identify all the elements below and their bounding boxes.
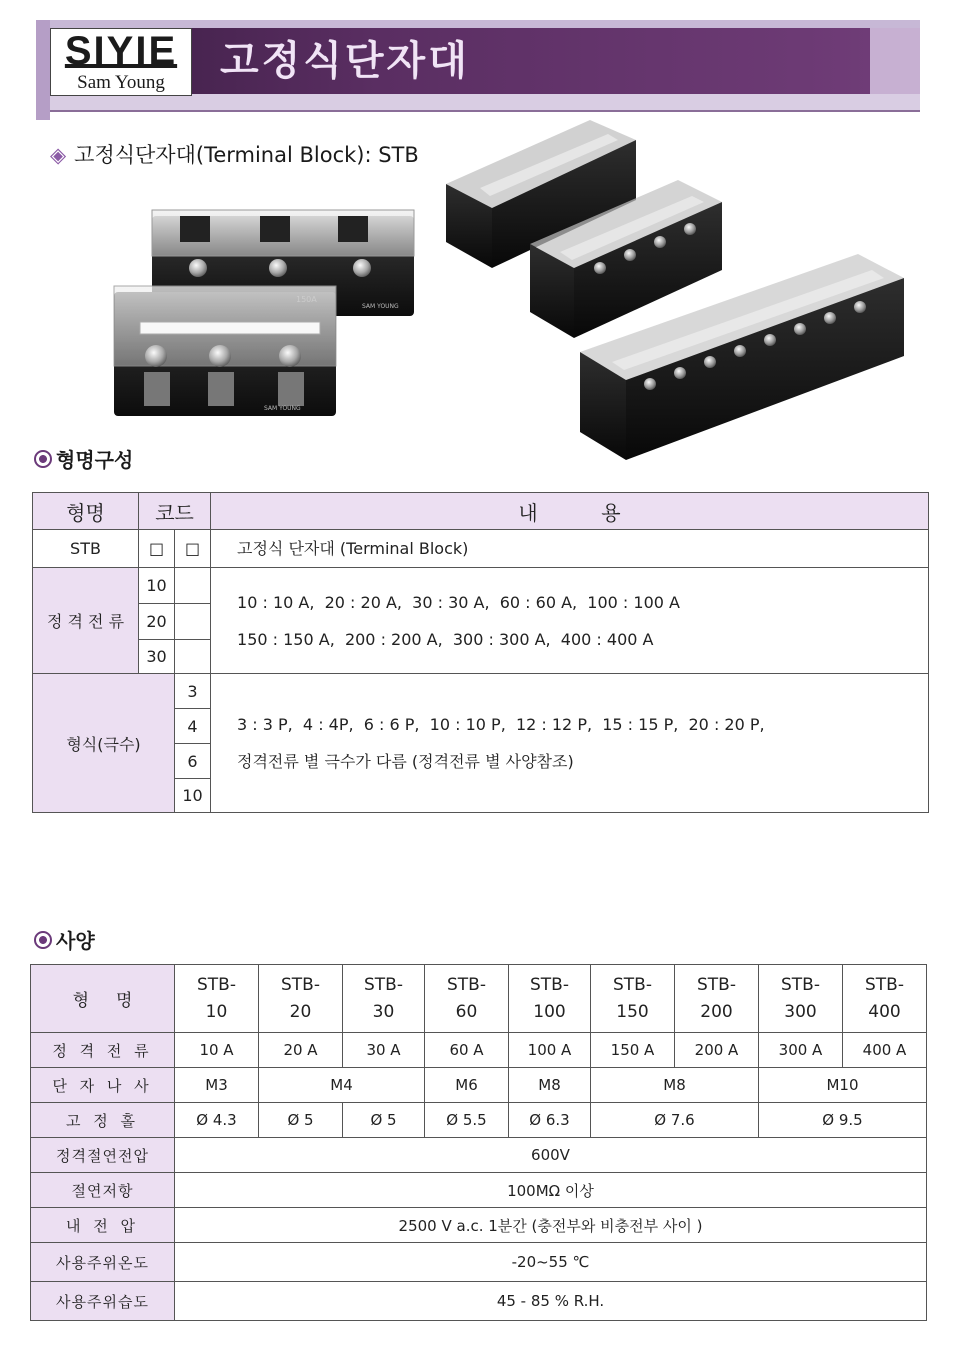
- rated-current-code: 30: [139, 640, 175, 674]
- insulation-resistance-label: 절연저항: [31, 1173, 175, 1208]
- table-row: [31, 1068, 927, 1103]
- rated-current-label: 정 격 전 류: [31, 1033, 175, 1068]
- row-stb-label: STB: [33, 530, 139, 568]
- model-cell: STB- 30: [343, 965, 425, 1033]
- table-row: [33, 674, 929, 709]
- table-row: [31, 1282, 927, 1321]
- rated-current-value: 60 A: [425, 1033, 509, 1068]
- table-row: [33, 493, 929, 530]
- rated-current-value: 100 A: [509, 1033, 591, 1068]
- product-heading: [50, 140, 419, 170]
- rated-current-label: 정 격 전 류: [33, 568, 139, 674]
- company-logo: [50, 28, 192, 96]
- code-box-1: □: [139, 530, 175, 568]
- terminal-screw-label: 단 자 나 사: [31, 1068, 175, 1103]
- terminal-screw-value: M6: [425, 1068, 509, 1103]
- fixing-hole-value: Ø 5: [343, 1103, 425, 1138]
- rated-current-value: 200 A: [675, 1033, 759, 1068]
- banner-top-band: [50, 20, 920, 28]
- ambient-temp-value: -20~55 ℃: [175, 1243, 927, 1282]
- terminal-screw-value: M4: [259, 1068, 425, 1103]
- withstand-voltage-value: 2500 V a.c. 1분간 (충전부와 비충전부 사이 ): [175, 1208, 927, 1243]
- ambient-temp-label: 사용주위온도: [31, 1243, 175, 1282]
- insulation-voltage-value: 600V: [175, 1138, 927, 1173]
- photo-rating-label: 150A: [296, 295, 317, 304]
- model-cell: STB- 200: [675, 965, 759, 1033]
- photo-brand-label-front: SAM YOUNG: [264, 405, 301, 412]
- rated-current-value: 300 A: [759, 1033, 843, 1068]
- type-poles-code: 6: [175, 744, 211, 779]
- diamond-bullet-icon: ◈: [50, 143, 67, 167]
- terminal-screw-value: M10: [759, 1068, 927, 1103]
- page-title: 고정식단자대: [220, 38, 470, 84]
- withstand-voltage-label: 내 전 압: [31, 1208, 175, 1243]
- banner-right-band: [870, 28, 920, 94]
- product-photo-right: [440, 118, 910, 464]
- model-cell: STB- 400: [843, 965, 927, 1033]
- table-row: [31, 1138, 927, 1173]
- logo-name: Sam Young: [77, 72, 165, 93]
- model-cell: STB- 300: [759, 965, 843, 1033]
- section-bullet-icon: [34, 450, 52, 468]
- product-heading-text: 고정식단자대(Terminal Block): STB: [74, 143, 419, 167]
- banner-underline: [50, 110, 920, 112]
- model-cell: STB- 20: [259, 965, 343, 1033]
- rated-current-value: 10 A: [175, 1033, 259, 1068]
- section-title-composition: 형명구성: [34, 446, 133, 474]
- model-cell: STB- 150: [591, 965, 675, 1033]
- spec-table: [30, 964, 927, 1321]
- ambient-humidity-label: 사용주위습도: [31, 1282, 175, 1321]
- table-row: [33, 530, 929, 568]
- product-photo-left: [100, 196, 430, 422]
- terminal-screw-value: M8: [509, 1068, 591, 1103]
- insulation-resistance-value: 100MΩ 이상: [175, 1173, 927, 1208]
- table-row: [33, 568, 929, 604]
- type-poles-desc: 3 : 3 P, 4 : 4P, 6 : 6 P, 10 : 10 P, 12 : 12 P, 15 : 15 P, 20 : 20 P, 정격전류 별 극수가 다름 (정격전류 별 사양참조): [211, 674, 929, 813]
- table-row: [31, 1208, 927, 1243]
- model-cell: STB- 10: [175, 965, 259, 1033]
- code-box-2: □: [175, 530, 211, 568]
- section-title-spec: 사양: [34, 927, 95, 955]
- model-label: 형 명: [31, 965, 175, 1033]
- type-poles-code: 3: [175, 674, 211, 709]
- fixing-hole-value: Ø 4.3: [175, 1103, 259, 1138]
- type-poles-label: 형식(극수): [33, 674, 175, 813]
- table-row: [31, 1243, 927, 1282]
- rated-current-value: 400 A: [843, 1033, 927, 1068]
- terminal-screw-value: M8: [591, 1068, 759, 1103]
- banner-left-strip: [36, 20, 50, 120]
- table-row: [31, 1033, 927, 1068]
- fixing-hole-value: Ø 5.5: [425, 1103, 509, 1138]
- section-bullet-icon: [34, 931, 52, 949]
- rated-current-desc: 10 : 10 A, 20 : 20 A, 30 : 30 A, 60 : 60 A, 100 : 100 A 150 : 150 A, 200 : 200 A, 300 : 300 A, 400 : 400 A: [211, 568, 929, 674]
- rated-current-value: 30 A: [343, 1033, 425, 1068]
- rated-current-code: 10: [139, 568, 175, 604]
- model-cell: STB- 60: [425, 965, 509, 1033]
- rated-current-value: 150 A: [591, 1033, 675, 1068]
- table-row: [31, 965, 927, 1033]
- header-banner: [36, 20, 920, 120]
- ambient-humidity-value: 45 - 85 % R.H.: [175, 1282, 927, 1321]
- rated-current-value: 20 A: [259, 1033, 343, 1068]
- rated-current-code: 20: [139, 604, 175, 640]
- fixing-hole-value: Ø 9.5: [759, 1103, 927, 1138]
- model-cell: STB- 100: [509, 965, 591, 1033]
- table-row: [31, 1103, 927, 1138]
- row-stb-desc: 고정식 단자대 (Terminal Block): [211, 530, 929, 568]
- insulation-voltage-label: 정격절연전압: [31, 1138, 175, 1173]
- fixing-hole-value: Ø 7.6: [591, 1103, 759, 1138]
- fixing-hole-label: 고 정 홀: [31, 1103, 175, 1138]
- header-model: 형명: [33, 493, 139, 530]
- banner-bottom-band: [50, 94, 920, 110]
- logo-mark: SIYIE: [64, 29, 178, 73]
- header-code: 코드: [139, 493, 211, 530]
- fixing-hole-value: Ø 6.3: [509, 1103, 591, 1138]
- header-content: 내 용: [211, 493, 929, 530]
- model-composition-table: [32, 492, 929, 813]
- table-row: [31, 1173, 927, 1208]
- type-poles-code: 10: [175, 779, 211, 813]
- type-poles-code: 4: [175, 709, 211, 744]
- terminal-screw-value: M3: [175, 1068, 259, 1103]
- fixing-hole-value: Ø 5: [259, 1103, 343, 1138]
- photo-brand-label-back: SAM YOUNG: [362, 303, 399, 310]
